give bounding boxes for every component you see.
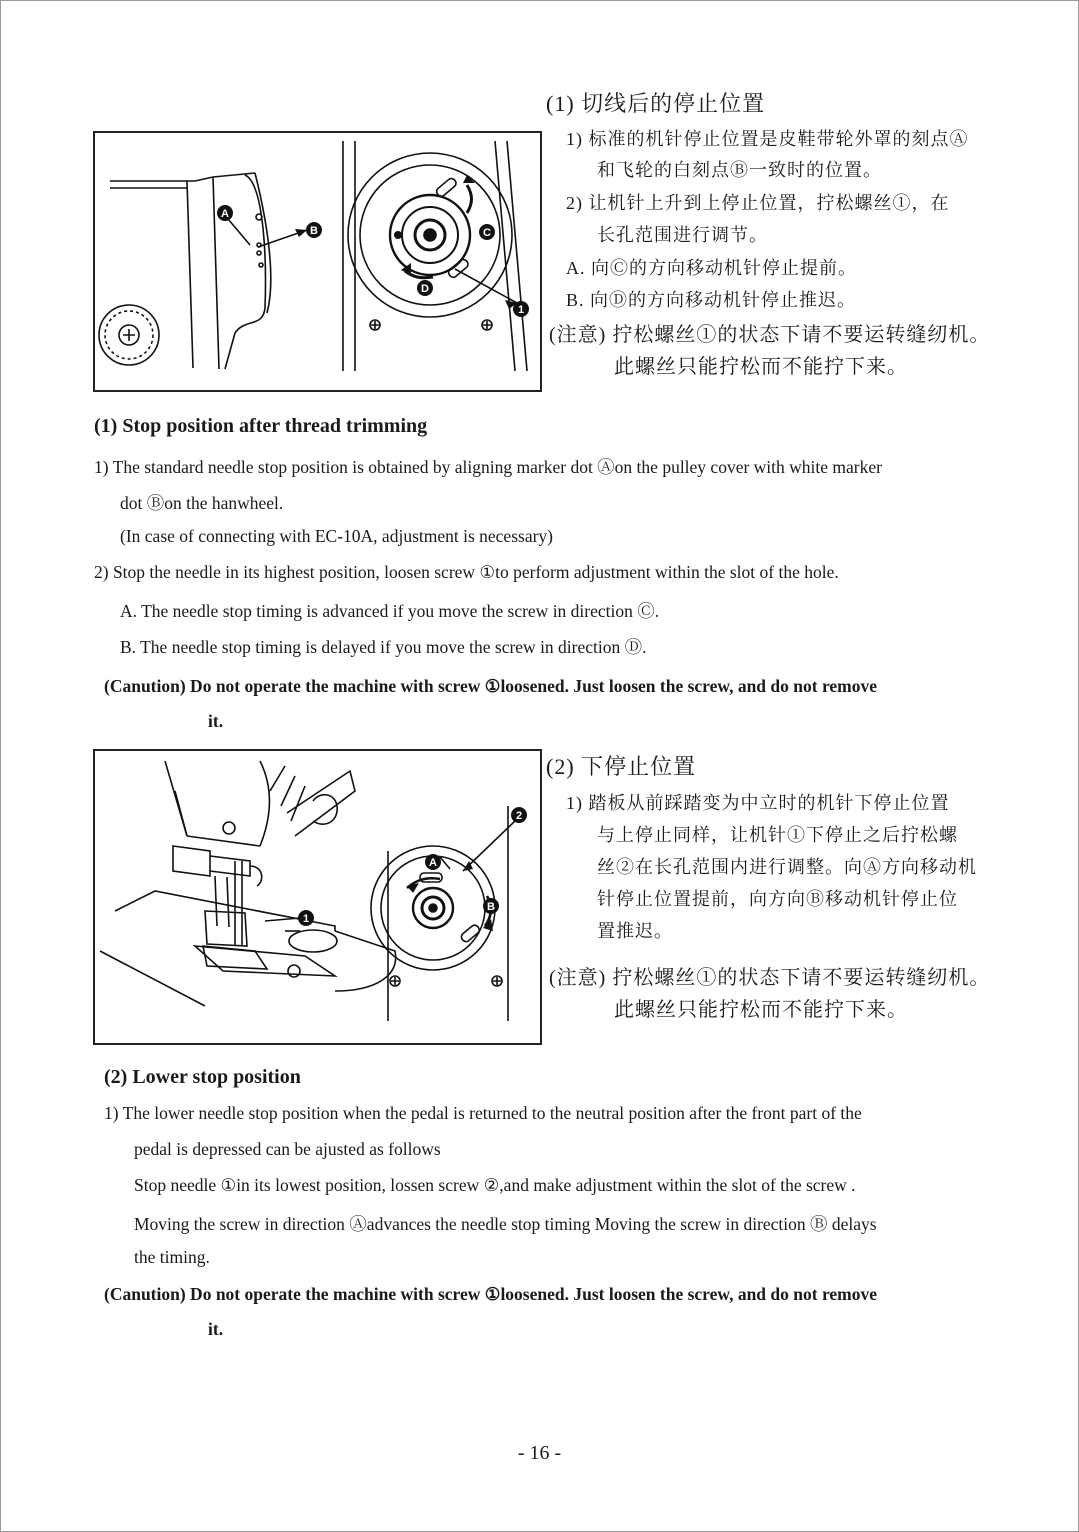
section1-cn-caution: 此螺丝只能拧松而不能拧下来。 <box>614 356 908 378</box>
label-a: A <box>221 208 229 220</box>
label-1: 1 <box>517 304 525 316</box>
section1-en-line: (In case of connecting with EC-10A, adjustment is necessary) <box>120 526 553 546</box>
section1-en-heading: (1) Stop position after thread trimming <box>94 415 428 437</box>
section1-en-line: dot Ⓑon the hanwheel. <box>120 493 284 513</box>
section2-en-line: Moving the screw in direction Ⓐadvances the needle stop timing Moving the screw in direction Ⓑ delays <box>134 1214 877 1234</box>
section1-cn-line: B. 向Ⓓ的方向移动机针停止推迟。 <box>566 290 857 310</box>
label-a: A <box>429 857 437 869</box>
section2-en-line: 1) The lower needle stop position when the pedal is returned to the neutral position after the front part of the <box>104 1103 862 1123</box>
label-2: 2 <box>515 810 523 822</box>
section1-cn-line: 和飞轮的白刻点Ⓑ一致时的位置。 <box>597 160 882 180</box>
section1-en-caution: (Canution) Do not operate the machine with screw ①loosened. Just loosen the screw, and do not remove <box>104 676 878 696</box>
section2-cn-heading: (2) 下停止位置 <box>546 754 697 779</box>
section1-cn-heading: (1) 切线后的停止位置 <box>546 91 766 116</box>
section1-en-line: A. The needle stop timing is advanced if you move the screw in direction Ⓒ. <box>120 601 660 621</box>
section2-cn-line: 置推迟。 <box>597 921 673 941</box>
section1-en-line: 2) Stop the needle in its highest position, loosen screw ①to perform adjustment within the slot of the hole. <box>94 562 839 582</box>
figure-upper-stop <box>93 131 542 392</box>
section1-en-line: B. The needle stop timing is delayed if you move the screw in direction Ⓓ. <box>120 637 647 657</box>
label-b: B <box>487 901 495 913</box>
label-1: 1 <box>302 913 310 925</box>
section2-cn-line: 针停止位置提前，向方向Ⓑ移动机针停止位 <box>597 889 958 909</box>
section2-cn-line: 与上停止同样，让机针①下停止之后拧松螺 <box>597 825 958 845</box>
section2-cn-caution: 此螺丝只能拧松而不能拧下来。 <box>614 999 908 1021</box>
section2-cn-line: 丝②在长孔范围内进行调整。向Ⓐ方向移动机 <box>597 857 977 877</box>
section1-en-line: 1) The standard needle stop position is obtained by aligning marker dot Ⓐon the pulley cover with white marker <box>94 457 882 477</box>
section1-cn-caution: (注意) 拧松螺丝①的状态下请不要运转缝纫机。 <box>549 324 991 346</box>
label-b: B <box>310 225 318 237</box>
section2-cn-caution: (注意) 拧松螺丝①的状态下请不要运转缝纫机。 <box>549 967 991 989</box>
section1-cn-line: 2) 让机针上升到上停止位置，拧松螺丝①，在 <box>566 193 950 213</box>
section1-cn-line: 1) 标准的机针停止位置是皮鞋带轮外罩的刻点Ⓐ <box>566 129 969 149</box>
lower-stop-illustration <box>95 751 540 1043</box>
section2-cn-line: 1) 踏板从前踩踏变为中立时的机针下停止位置 <box>566 793 950 813</box>
section2-en-caution: it. <box>208 1319 224 1339</box>
figure-lower-stop <box>93 749 542 1045</box>
page-number: - 16 - <box>517 1442 562 1464</box>
section2-en-line: the timing. <box>134 1247 210 1267</box>
section1-cn-line: A. 向Ⓒ的方向移动机针停止提前。 <box>566 258 857 278</box>
upper-stop-illustration <box>95 133 540 390</box>
section2-en-line: pedal is depressed can be ajusted as follows <box>134 1139 441 1159</box>
section2-en-caution: (Canution) Do not operate the machine with screw ①loosened. Just loosen the screw, and do not remove <box>104 1284 878 1304</box>
section2-en-heading: (2) Lower stop position <box>104 1066 301 1088</box>
section1-cn-line: 长孔范围进行调节。 <box>597 225 768 245</box>
label-c: C <box>483 227 491 239</box>
label-d: D <box>421 283 429 295</box>
section2-en-line: Stop needle ①in its lowest position, lossen screw ②,and make adjustment within the slot of the screw . <box>134 1175 856 1195</box>
section1-en-caution: it. <box>208 711 224 731</box>
